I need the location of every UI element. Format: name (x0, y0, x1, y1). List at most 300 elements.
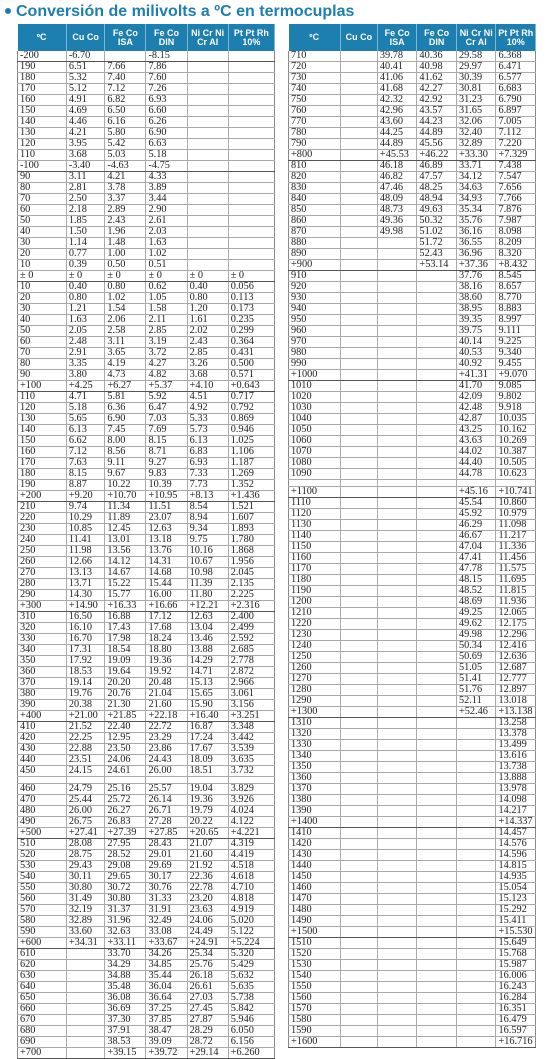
cell-cu-co (340, 751, 377, 762)
table-row (18, 447, 275, 458)
cell-ni-cr: 45.54 (456, 498, 496, 509)
cell-cu-co (340, 62, 377, 73)
table-row (18, 645, 275, 656)
cell-cu-co (66, 982, 105, 993)
cell-celsius: 1580 (289, 1015, 341, 1026)
cell-pt-pt-rh: 11.695 (496, 575, 536, 586)
cell-celsius: 40 (18, 227, 67, 238)
cell-pt-pt-rh: 11.456 (496, 553, 536, 564)
cell-fe-co-din: +27.85 (146, 828, 187, 839)
cell-pt-pt-rh: 0.173 (228, 304, 274, 315)
cell-ni-cr (456, 861, 496, 872)
cell-celsius: 1280 (289, 685, 341, 696)
cell-pt-pt-rh (228, 139, 274, 150)
cell-fe-co-isa: 15.77 (105, 590, 146, 601)
cell-celsius: +1600 (289, 1037, 341, 1048)
cell-fe-co-isa (377, 447, 417, 458)
cell-fe-co-isa: 49.98 (377, 227, 417, 238)
cell-fe-co-din: 9.83 (146, 469, 187, 480)
cell-pt-pt-rh: 16.597 (496, 1026, 536, 1037)
cell-ni-cr: 7.33 (187, 469, 228, 480)
cell-fe-co-isa (377, 487, 417, 498)
cell-fe-co-din: 1.63 (146, 238, 187, 249)
cell-cu-co (340, 839, 377, 850)
cell-cu-co: 25.44 (66, 795, 105, 806)
cell-fe-co-din (417, 949, 457, 960)
cell-fe-co-din: 18.24 (146, 634, 187, 645)
cell-cu-co (340, 806, 377, 817)
cell-fe-co-din: 26.00 (146, 766, 187, 777)
cell-ni-cr: 27.87 (187, 1015, 228, 1026)
cell-pt-pt-rh: 0.113 (228, 293, 274, 304)
cell-fe-co-din: +10.95 (146, 491, 187, 502)
cell-fe-co-din (417, 531, 457, 542)
cell-fe-co-isa: 41.68 (377, 84, 417, 95)
cell-celsius: 250 (18, 546, 67, 557)
cell-cu-co: 1.85 (66, 216, 105, 227)
cell-fe-co-isa (377, 414, 417, 425)
cell-celsius: 1270 (289, 674, 341, 685)
cell-ni-cr: 36.16 (456, 227, 496, 238)
cell-pt-pt-rh: 4.319 (228, 839, 274, 850)
cell-pt-pt-rh: 8.545 (496, 271, 536, 282)
table-row (18, 568, 275, 579)
cell-fe-co-din: 28.43 (146, 839, 187, 850)
cell-celsius: 620 (18, 960, 67, 971)
cell-celsius: 80 (18, 183, 67, 194)
cell-pt-pt-rh: 2.966 (228, 678, 274, 689)
cell-celsius: 1140 (289, 531, 341, 542)
cell-celsius: 380 (18, 689, 67, 700)
cell-ni-cr: 46.67 (456, 531, 496, 542)
table-row (289, 95, 536, 106)
cell-fe-co-isa: 10.22 (105, 480, 146, 491)
cell-ni-cr (187, 73, 228, 84)
cell-pt-pt-rh: 2.872 (228, 667, 274, 678)
cell-pt-pt-rh: 13.499 (496, 740, 536, 751)
table-row (18, 795, 275, 806)
cell-fe-co-din (417, 806, 457, 817)
cell-fe-co-din: 51.72 (417, 238, 457, 249)
cell-pt-pt-rh: 1.106 (228, 447, 274, 458)
cell-celsius: 1340 (289, 751, 341, 762)
cell-pt-pt-rh (228, 128, 274, 139)
header-celsius: ºC (18, 24, 67, 51)
cell-pt-pt-rh: 7.656 (496, 183, 536, 194)
cell-pt-pt-rh: 8.770 (496, 293, 536, 304)
cell-ni-cr (456, 1037, 496, 1048)
cell-celsius: 430 (18, 744, 67, 755)
cell-cu-co (340, 381, 377, 392)
table-row (18, 150, 275, 161)
cell-pt-pt-rh: 15.411 (496, 916, 536, 927)
table-row (18, 238, 275, 249)
cell-pt-pt-rh: 1.780 (228, 535, 274, 546)
cell-pt-pt-rh: 5.842 (228, 1004, 274, 1015)
cell-fe-co-din: 48.94 (417, 194, 457, 205)
cell-ni-cr: 1.61 (187, 315, 228, 326)
cell-pt-pt-rh: 13.018 (496, 696, 536, 707)
cell-fe-co-isa: 12.95 (105, 733, 146, 744)
cell-ni-cr: 38.16 (456, 282, 496, 293)
cell-celsius (18, 777, 67, 784)
cell-cu-co (340, 359, 377, 370)
cell-ni-cr: 42.48 (456, 403, 496, 414)
cell-celsius: 860 (289, 216, 341, 227)
cell-cu-co: 5.18 (66, 403, 105, 414)
table-row (18, 315, 275, 326)
cell-fe-co-din: 44.23 (417, 117, 457, 128)
cell-fe-co-din (417, 993, 457, 1004)
cell-celsius: 1090 (289, 469, 341, 480)
cell-celsius: 550 (18, 883, 67, 894)
cell-pt-pt-rh: 9.085 (496, 381, 536, 392)
cell-cu-co (66, 1037, 105, 1048)
cell-ni-cr: 11.39 (187, 579, 228, 590)
cell-pt-pt-rh: +2.316 (228, 601, 274, 612)
cell-fe-co-isa: 6.82 (105, 95, 146, 106)
table-row (18, 905, 275, 916)
cell-cu-co (340, 729, 377, 740)
table-row (289, 128, 536, 139)
cell-fe-co-isa (377, 553, 417, 564)
cell-pt-pt-rh: 5.635 (228, 982, 274, 993)
cell-ni-cr: 51.05 (456, 663, 496, 674)
table-row (18, 960, 275, 971)
cell-fe-co-din: +53.14 (417, 260, 457, 271)
cell-ni-cr (456, 993, 496, 1004)
table-row (289, 564, 536, 575)
cell-fe-co-isa: 7.45 (105, 425, 146, 436)
cell-celsius: 780 (289, 128, 341, 139)
cell-fe-co-isa (377, 707, 417, 718)
cell-fe-co-isa: 39.78 (377, 51, 417, 62)
cell-celsius: 580 (18, 916, 67, 927)
cell-fe-co-isa: 37.91 (105, 1026, 146, 1037)
cell-pt-pt-rh: 3.926 (228, 795, 274, 806)
cell-cu-co (340, 663, 377, 674)
cell-pt-pt-rh: 0.235 (228, 315, 274, 326)
cell-ni-cr (456, 784, 496, 795)
table-row (289, 392, 536, 403)
cell-pt-pt-rh: 10.979 (496, 509, 536, 520)
cell-fe-co-isa: 29.08 (105, 861, 146, 872)
cell-ni-cr (456, 729, 496, 740)
cell-ni-cr (456, 850, 496, 861)
cell-cu-co (340, 414, 377, 425)
cell-fe-co-isa (377, 425, 417, 436)
cell-fe-co-din (417, 773, 457, 784)
cell-celsius: 130 (18, 414, 67, 425)
cell-ni-cr: 10.98 (187, 568, 228, 579)
table-row (289, 1004, 536, 1015)
cell-cu-co: 1.63 (66, 315, 105, 326)
cell-cu-co: 21.52 (66, 722, 105, 733)
cell-ni-cr (187, 84, 228, 95)
cell-ni-cr (187, 249, 228, 260)
cell-celsius: 640 (18, 982, 67, 993)
cell-celsius: 40 (18, 315, 67, 326)
cell-ni-cr (456, 718, 496, 729)
cell-fe-co-din: 30.17 (146, 872, 187, 883)
cell-ni-cr (187, 260, 228, 271)
cell-cu-co (340, 403, 377, 414)
cell-fe-co-din: 36.04 (146, 982, 187, 993)
cell-ni-cr: 17.24 (187, 733, 228, 744)
cell-pt-pt-rh (228, 183, 274, 194)
cell-pt-pt-rh (496, 480, 536, 487)
table-row (18, 480, 275, 491)
cell-fe-co-isa (377, 586, 417, 597)
cell-pt-pt-rh: 7.438 (496, 161, 536, 172)
cell-pt-pt-rh: +6.260 (228, 1048, 274, 1059)
table-row (289, 674, 536, 685)
cell-ni-cr: 8.94 (187, 513, 228, 524)
cell-fe-co-isa: 44.89 (377, 139, 417, 150)
cell-ni-cr: 43.25 (456, 425, 496, 436)
cell-pt-pt-rh: 1.956 (228, 557, 274, 568)
cell-fe-co-din (417, 608, 457, 619)
cell-celsius: 570 (18, 905, 67, 916)
cell-celsius: 1460 (289, 883, 341, 894)
cell-fe-co-isa: 46.82 (377, 172, 417, 183)
cell-cu-co: 9.74 (66, 502, 105, 513)
cell-fe-co-din: 15.44 (146, 579, 187, 590)
cell-cu-co (340, 949, 377, 960)
cell-fe-co-isa: 13.01 (105, 535, 146, 546)
cell-celsius: 1570 (289, 1004, 341, 1015)
cell-cu-co (340, 1004, 377, 1015)
table-row (289, 436, 536, 447)
cell-cu-co: +14.90 (66, 601, 105, 612)
cell-fe-co-din: 21.04 (146, 689, 187, 700)
cell-fe-co-din: 23.86 (146, 744, 187, 755)
table-row (18, 1048, 275, 1059)
cell-cu-co: 29.43 (66, 861, 105, 872)
table-row (18, 304, 275, 315)
cell-pt-pt-rh (228, 238, 274, 249)
table-row (289, 150, 536, 161)
cell-fe-co-din (417, 359, 457, 370)
cell-cu-co (340, 293, 377, 304)
cell-cu-co: 1.21 (66, 304, 105, 315)
cell-fe-co-isa (377, 729, 417, 740)
cell-ni-cr: 38.60 (456, 293, 496, 304)
table-row (18, 403, 275, 414)
cell-celsius: 850 (289, 205, 341, 216)
cell-fe-co-isa (377, 326, 417, 337)
cell-cu-co: 5.32 (66, 73, 105, 84)
cell-ni-cr: 18.09 (187, 755, 228, 766)
cell-pt-pt-rh: 6.050 (228, 1026, 274, 1037)
cell-fe-co-din (417, 784, 457, 795)
cell-fe-co-isa (377, 260, 417, 271)
cell-cu-co (340, 128, 377, 139)
cell-cu-co: 19.14 (66, 678, 105, 689)
cell-fe-co-isa: 36.08 (105, 993, 146, 1004)
cell-cu-co (340, 498, 377, 509)
cell-pt-pt-rh: 14.596 (496, 850, 536, 861)
cell-fe-co-isa (377, 982, 417, 993)
cell-fe-co-isa: 48.73 (377, 205, 417, 216)
cell-ni-cr: 31.23 (456, 95, 496, 106)
cell-fe-co-isa: 17.98 (105, 634, 146, 645)
cell-ni-cr: 21.07 (187, 839, 228, 850)
cell-fe-co-isa (377, 641, 417, 652)
cell-pt-pt-rh: 8.657 (496, 282, 536, 293)
cell-cu-co: 11.41 (66, 535, 105, 546)
cell-ni-cr: 22.36 (187, 872, 228, 883)
cell-fe-co-din: 49.63 (417, 205, 457, 216)
cell-fe-co-din: 1.02 (146, 249, 187, 260)
cell-ni-cr (456, 762, 496, 773)
cell-pt-pt-rh: 9.918 (496, 403, 536, 414)
cell-fe-co-din (417, 447, 457, 458)
table-row (18, 381, 275, 392)
cell-fe-co-isa (377, 403, 417, 414)
cell-fe-co-din: 14.31 (146, 557, 187, 568)
cell-fe-co-din (417, 282, 457, 293)
table-row (289, 1026, 536, 1037)
cell-ni-cr: +52.46 (456, 707, 496, 718)
table-row (289, 249, 536, 260)
cell-fe-co-din: 7.69 (146, 425, 187, 436)
cell-fe-co-isa (377, 916, 417, 927)
cell-celsius: 490 (18, 817, 67, 828)
table-row (289, 73, 536, 84)
cell-pt-pt-rh: +15.530 (496, 927, 536, 938)
cell-pt-pt-rh: 0.717 (228, 392, 274, 403)
cell-cu-co: 10.29 (66, 513, 105, 524)
cell-ni-cr: 31.65 (456, 106, 496, 117)
cell-fe-co-din (417, 425, 457, 436)
table-row (289, 927, 536, 938)
cell-fe-co-isa: +33.11 (105, 938, 146, 949)
cell-ni-cr (456, 883, 496, 894)
cell-ni-cr: 26.61 (187, 982, 228, 993)
cell-pt-pt-rh: +16.716 (496, 1037, 536, 1048)
cell-pt-pt-rh (228, 150, 274, 161)
cell-cu-co (340, 597, 377, 608)
cell-fe-co-isa: 7.66 (105, 62, 146, 73)
cell-fe-co-din: 33.08 (146, 927, 187, 938)
cell-ni-cr: 25.76 (187, 960, 228, 971)
cell-pt-pt-rh: 7.005 (496, 117, 536, 128)
cell-celsius: 60 (18, 337, 67, 348)
cell-cu-co: 4.21 (66, 128, 105, 139)
cell-ni-cr: 43.63 (456, 436, 496, 447)
header-cu-co: Cu Co (66, 24, 105, 51)
cell-celsius: 560 (18, 894, 67, 905)
cell-cu-co (340, 773, 377, 784)
header-celsius: ºC (289, 24, 341, 51)
cell-fe-co-din: 39.09 (146, 1037, 187, 1048)
cell-fe-co-isa: 24.06 (105, 755, 146, 766)
table-row (289, 509, 536, 520)
cell-celsius: 630 (18, 971, 67, 982)
cell-celsius: 480 (18, 806, 67, 817)
cell-ni-cr: 2.85 (187, 348, 228, 359)
cell-cu-co: -6.70 (66, 51, 105, 62)
cell-ni-cr: ± 0 (187, 271, 228, 282)
table-row (289, 139, 536, 150)
cell-fe-co-isa: 5.03 (105, 150, 146, 161)
cell-fe-co-din (417, 436, 457, 447)
cell-celsius: 30 (18, 304, 67, 315)
cell-ni-cr: 40.14 (456, 337, 496, 348)
cell-ni-cr: 29.97 (456, 62, 496, 73)
cell-fe-co-isa: 7.40 (105, 73, 146, 84)
cell-fe-co-din (417, 304, 457, 315)
cell-celsius: 730 (289, 73, 341, 84)
cell-ni-cr: 26.18 (187, 971, 228, 982)
cell-fe-co-isa (377, 960, 417, 971)
cell-celsius: 220 (18, 513, 67, 524)
cell-fe-co-isa: 33.70 (105, 949, 146, 960)
table-row (18, 872, 275, 883)
cell-fe-co-isa (377, 392, 417, 403)
cell-ni-cr: 49.62 (456, 619, 496, 630)
cell-cu-co: 26.75 (66, 817, 105, 828)
cell-cu-co: 20.38 (66, 700, 105, 711)
bullet-icon (5, 8, 11, 14)
cell-pt-pt-rh: 2.592 (228, 634, 274, 645)
cell-pt-pt-rh: 11.098 (496, 520, 536, 531)
cell-fe-co-isa: 19.64 (105, 667, 146, 678)
cell-cu-co (340, 828, 377, 839)
cell-pt-pt-rh: +13.138 (496, 707, 536, 718)
cell-fe-co-isa (377, 564, 417, 575)
cell-pt-pt-rh: 16.351 (496, 1004, 536, 1015)
cell-fe-co-din (417, 883, 457, 894)
cell-cu-co (340, 370, 377, 381)
cell-cu-co (340, 304, 377, 315)
cell-fe-co-isa (377, 806, 417, 817)
cell-fe-co-isa: 21.30 (105, 700, 146, 711)
table-row (289, 216, 536, 227)
table-row (289, 498, 536, 509)
table-row (18, 766, 275, 777)
cell-celsius: 310 (18, 612, 67, 623)
cell-pt-pt-rh: 0.431 (228, 348, 274, 359)
cell-cu-co: 13.13 (66, 568, 105, 579)
cell-pt-pt-rh: 1.269 (228, 469, 274, 480)
table-row (289, 663, 536, 674)
cell-ni-cr: +4.10 (187, 381, 228, 392)
cell-celsius: +800 (289, 150, 341, 161)
cell-pt-pt-rh: 9.802 (496, 392, 536, 403)
cell-celsius: 70 (18, 194, 67, 205)
cell-fe-co-din (417, 469, 457, 480)
cell-celsius: 140 (18, 117, 67, 128)
cell-cu-co (340, 84, 377, 95)
cell-cu-co: ± 0 (66, 271, 105, 282)
table-row (18, 51, 275, 62)
cell-pt-pt-rh: 7.220 (496, 139, 536, 150)
cell-cu-co (340, 282, 377, 293)
cell-fe-co-isa: 18.54 (105, 645, 146, 656)
cell-fe-co-isa: +39.15 (105, 1048, 146, 1059)
table-row (289, 183, 536, 194)
cell-pt-pt-rh: 6.471 (496, 62, 536, 73)
table-row (18, 861, 275, 872)
cell-celsius: 1310 (289, 718, 341, 729)
cell-pt-pt-rh: 3.829 (228, 784, 274, 795)
cell-celsius: 1540 (289, 971, 341, 982)
cell-fe-co-isa (377, 575, 417, 586)
cell-ni-cr: 4.92 (187, 403, 228, 414)
cell-cu-co (340, 487, 377, 498)
